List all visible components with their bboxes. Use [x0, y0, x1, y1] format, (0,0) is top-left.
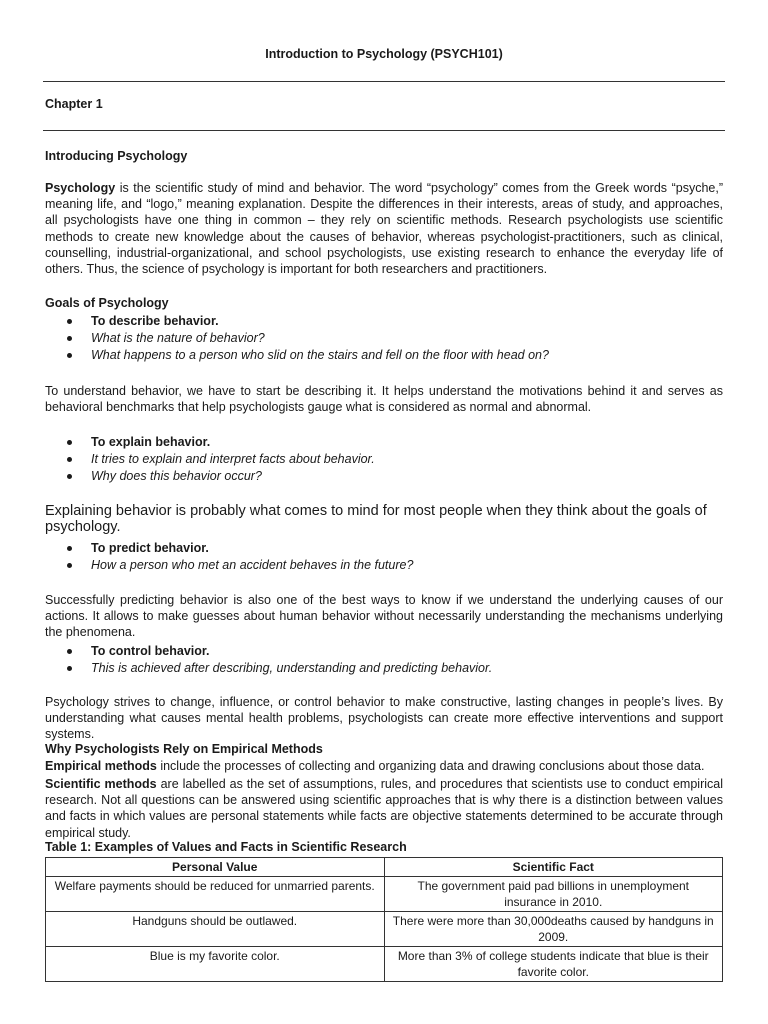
values-facts-table	[45, 857, 723, 982]
control-paragraph: Psychology strives to change, influence, or control behavior to make constructive, lasting changes in people’s lives. By understanding what causes mental health problems, psychologists can create more effective interventions and support systems.	[45, 695, 723, 742]
predict-paragraph: Successfully predicting behavior is also one of the best ways to know if we understand the underlying causes of our actions. It allows to make guesses about human behavior without necessarily understanding the mechanisms underlying the phenomena.	[45, 593, 723, 640]
chapter-divider	[43, 130, 725, 131]
explain-paragraph: Explaining behavior is probably what comes to mind for most people when they think about the goals of psychology.	[45, 503, 707, 535]
scientific-paragraph	[45, 776, 723, 841]
table-caption: Table 1: Examples of Values and Facts in Scientific Research	[45, 840, 407, 854]
table-row	[46, 877, 723, 912]
chapter-label: Chapter 1	[45, 97, 103, 111]
explain-list	[67, 434, 375, 485]
list-item: To control behavior.	[67, 643, 492, 660]
empirical-term: Empirical methods	[45, 759, 157, 773]
intro-paragraph	[45, 180, 723, 277]
column-header-personal-value: Personal Value	[46, 858, 385, 877]
table-cell: Welfare payments should be reduced for unmarried parents.	[46, 877, 385, 912]
list-item: What happens to a person who slid on the stairs and fell on the floor with head on?	[67, 347, 549, 364]
list-item: This is achieved after describing, understanding and predicting behavior.	[67, 660, 492, 677]
intro-text: is the scientific study of mind and behavior. The word “psychology” comes from the Greek words “psyche,” meaning life, and “logo,” meaning explanation. Despite the differences in their interests, areas of study, and approaches, all psychologists have one thing in common – they rely on scientific methods. Research psychologists use scientific methods to create new knowledge about the causes of behavior, whereas psychologist-practitioners, such as clinical, counselling, industrial-organizational, and school psychologists, use existing research to enhance the everyday life of others. Thus, the science of psychology is important for both researchers and practitioners.	[45, 181, 723, 277]
empirical-heading: Why Psychologists Rely on Empirical Methods	[45, 742, 323, 756]
table-row	[46, 947, 723, 982]
scientific-text: are labelled as the set of assumptions, rules, and procedures that scientists use to conduct empirical research. Not all questions can be answered using scientific approaches that is why there is a distinction between values and facts in which values are personal statements while facts are objective statements determined to be accurate through empirical study.	[45, 777, 723, 840]
table-cell: There were more than 30,000deaths caused by handguns in 2009.	[384, 912, 723, 947]
scientific-term: Scientific methods	[45, 777, 157, 791]
list-item: Why does this behavior occur?	[67, 468, 375, 485]
document-title: Introduction to Psychology (PSYCH101)	[265, 47, 503, 61]
intro-term: Psychology	[45, 181, 116, 195]
describe-paragraph: To understand behavior, we have to start be describing it. It helps understand the motivations behind it and serves as behavioral benchmarks that help psychologists gauge what is considered as normal and abnormal.	[45, 384, 723, 415]
goals-heading: Goals of Psychology	[45, 296, 169, 310]
table-cell: The government paid pad billions in unemployment insurance in 2010.	[384, 877, 723, 912]
list-item: What is the nature of behavior?	[67, 330, 549, 347]
intro-heading: Introducing Psychology	[45, 149, 188, 163]
table-row	[46, 912, 723, 947]
header-divider	[43, 81, 725, 82]
table-cell: Handguns should be outlawed.	[46, 912, 385, 947]
predict-list	[67, 540, 413, 574]
list-item: To describe behavior.	[67, 313, 549, 330]
control-list	[67, 643, 492, 677]
list-item: How a person who met an accident behaves in the future?	[67, 557, 413, 574]
list-item: To predict behavior.	[67, 540, 413, 557]
describe-list	[67, 313, 549, 364]
table-cell: More than 3% of college students indicate that blue is their favorite color.	[384, 947, 723, 982]
table-cell: Blue is my favorite color.	[46, 947, 385, 982]
table-header-row	[46, 858, 723, 877]
column-header-scientific-fact: Scientific Fact	[384, 858, 723, 877]
empirical-text: include the processes of collecting and organizing data and drawing conclusions about those data.	[156, 759, 705, 773]
list-item: It tries to explain and interpret facts about behavior.	[67, 451, 375, 468]
list-item: To explain behavior.	[67, 434, 375, 451]
empirical-paragraph	[45, 758, 723, 774]
